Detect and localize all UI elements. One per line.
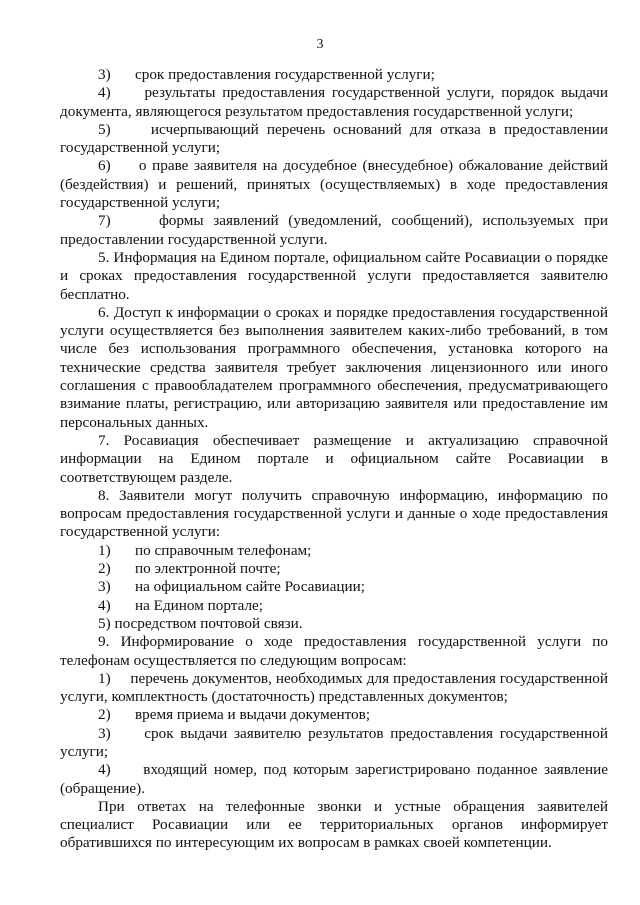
list-item (60, 597, 608, 615)
list-item-text: время приема и выдачи документов; (135, 706, 371, 724)
paragraph-9: 9. Информирование о ходе предоставления государственной услуги по телефонам осуществляется по следующим вопросам: (60, 633, 608, 669)
list-item: 4) результаты предоставления государственной услуги, порядок выдачи документа, являющегося результатом предоставления государственной услуги; (60, 84, 608, 120)
page-number: 3 (316, 37, 324, 52)
list-item-text: срок предоставления государственной услуги; (135, 66, 435, 83)
list-item: 5) посредством почтовой связи. (98, 614, 303, 632)
paragraph-final: При ответах на телефонные звонки и устные обращения заявителей специалист Росавиации или ее территориальных органов информирует обратившихся по интересующим их вопросам в рамках своей компетенции. (60, 797, 608, 852)
list-item-number: 2) (98, 560, 111, 578)
list-item: 3) срок выдачи заявителю результатов предоставления государственной услуги; (60, 724, 608, 760)
list-item-number: 1) (98, 541, 111, 559)
list-item-text: по электронной почте; (135, 560, 281, 578)
list-item-number: 4) (98, 596, 111, 614)
document-body (60, 66, 608, 853)
paragraph-5: 5. Информация на Едином портале, официальном сайте Росавиации о порядке и сроках предоставления государственной услуги предоставляется заявителю бесплатно. (60, 248, 608, 303)
paragraph-7: 7. Росавиация обеспечивает размещение и актуализацию справочной информации на Едином портале и официальном сайте Росавиации в соответствующем разделе. (60, 431, 608, 486)
list-item-number: 2) (98, 706, 111, 724)
list-item: 7) формы заявлений (уведомлений, сообщений), используемых при предоставлении государственной услуги. (60, 212, 608, 248)
list-item (60, 66, 608, 84)
list-item (60, 578, 608, 596)
list-item: 6) о праве заявителя на досудебное (внесудебное) обжалование действий (бездействия) и решений, принятых (осуществляемых) в ходе предоставления государственной услуги; (60, 157, 608, 212)
list-item-number: 3) (98, 66, 111, 83)
list-item-number: 3) (98, 578, 111, 596)
paragraph-8: 8. Заявители могут получить справочную информацию, информацию по вопросам предоставления государственной услуги и данные о ходе предоставления государственной услуги: (60, 486, 608, 541)
list-item (60, 560, 608, 578)
list-item-text: на Едином портале; (135, 596, 263, 614)
list-item (60, 542, 608, 560)
list-item-text: на официальном сайте Росавиации; (135, 578, 366, 596)
list-item: 5) исчерпывающий перечень оснований для отказа в предоставлении государственной услуги; (60, 120, 608, 157)
list-item: 4) входящий номер, под которым зарегистрировано поданное заявление (обращение). (60, 761, 608, 797)
paragraph-6: 6. Доступ к информации о сроках и порядке предоставления государственной услуги осуществляется без выполнения заявителем каких-либо требований, в том числе без использования программного обеспечения, установка которого на технические средства заявителя требует заключения лицензионного или иного соглашения с правообладателем программного обеспечения, предусматривающего взимание платы, регистрацию, или авторизацию заявителя или предоставление им персональных данных. (60, 303, 608, 431)
list-item (60, 706, 608, 724)
list-item-text: по справочным телефонам; (135, 541, 312, 559)
list-item: 1) перечень документов, необходимых для предоставления государственной услуги, комплектность (достаточность) представленных документов; (60, 669, 608, 706)
